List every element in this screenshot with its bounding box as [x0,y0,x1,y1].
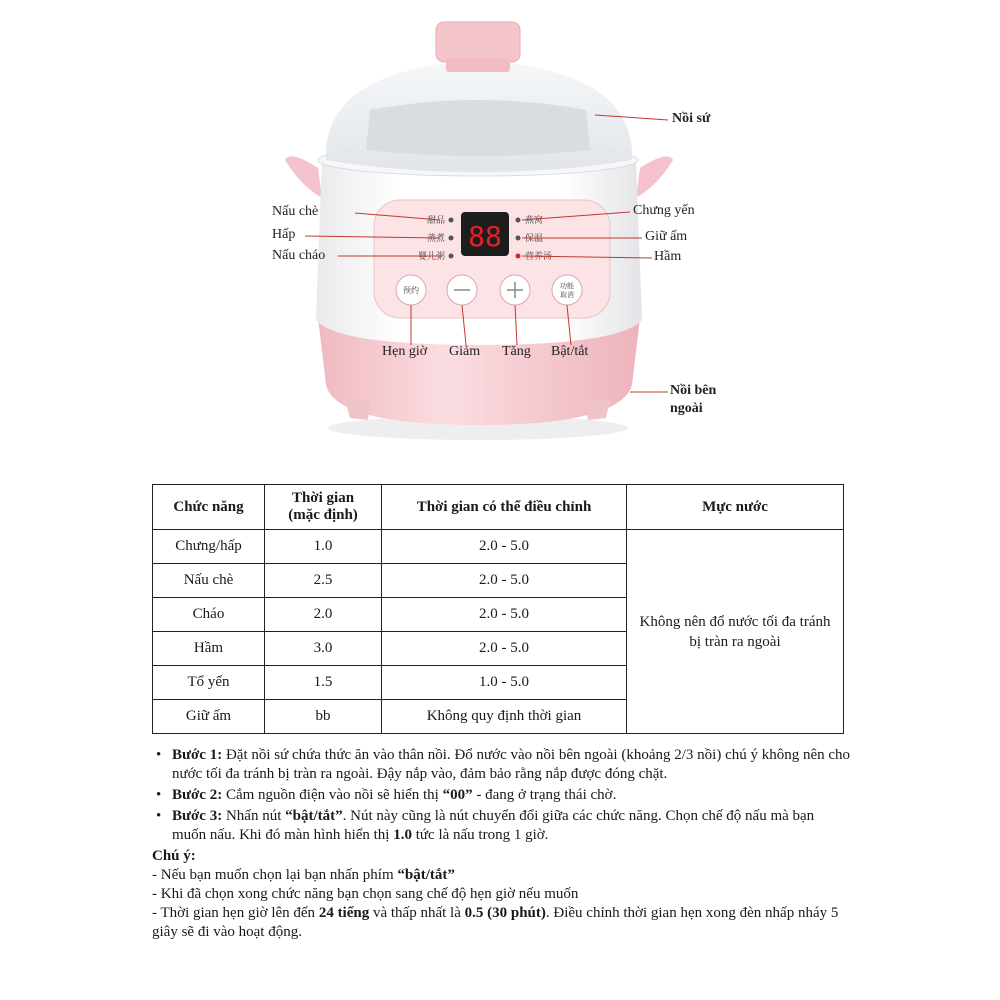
handle-right [636,156,673,198]
cell-adjustable: 2.0 - 5.0 [382,598,627,632]
step-1 [152,746,852,784]
timer-button-label: 预约 [403,286,419,295]
handle-left [285,156,322,198]
instructions [152,746,852,942]
cell-adjustable: 2.0 - 5.0 [382,632,627,666]
label-outer-pot-1: Nồi bên [670,383,717,398]
power-button[interactable] [552,275,582,305]
step-3-label: Bước 3: [172,808,223,824]
mode-right-2: 保温 [525,234,544,244]
step-3-text-c: tức là nấu trong 1 giờ. [411,827,549,843]
step-3-strong: “bật/tắt” [285,808,343,824]
cell-function: Cháo [153,598,265,632]
step-3-text-a: Nhấn nút [222,808,286,824]
note-line-3 [152,904,852,942]
decrease-button[interactable] [447,275,477,305]
step-2-text-b: - đang ở trạng thái chờ. [472,787,617,803]
header-adjustable-time: Thời gian có thể điều chỉnh [382,485,627,530]
header-default-time-line2: (mặc định) [288,507,358,523]
cell-default: bb [265,700,382,734]
label-giu-am: Giữ ấm [645,229,688,244]
label-outer-pot-2: ngoài [670,401,703,416]
steps-list [152,746,852,845]
cell-default: 2.0 [265,598,382,632]
lid-knob [436,22,520,62]
table-row [153,530,844,564]
table-header-row [153,485,844,530]
cell-default: 3.0 [265,632,382,666]
step-3-text-b: . Nút này cũng là nút chuyển đổi giữa các chức năng. Chọn chế độ nấu mà bạn muốn nấu. Khi đó màn hình hiển thị [172,808,815,843]
mode-right-3: 营养汤 [525,252,553,262]
note-title: Chú ý: [152,848,196,864]
cell-function: Giữ ấm [153,700,265,734]
label-nau-che: Nấu chè [272,204,319,219]
function-time-table [152,484,844,734]
header-function: Chức năng [153,485,265,530]
label-bat-tat: Bật/tắt [551,344,589,359]
step-1-text: Đặt nồi sứ chứa thức ăn vào thân nồi. Đổ nước vào nồi bên ngoài (khoảng 2/3 nồi) chú ý không nên cho nước tối đa tránh bị tràn ra ngoài. Đậy nắp vào, đảm bảo rằng nắp được đóng chặt. [172,747,851,782]
cell-default: 1.5 [265,666,382,700]
timer-button[interactable] [396,275,426,305]
header-default-time [265,485,382,530]
cell-adjustable: 2.0 - 5.0 [382,564,627,598]
note-line-3-strong2: 0.5 (30 phút) [464,905,546,921]
note-line-1 [152,866,852,885]
label-giam: Giảm [449,344,481,359]
foot-right [585,400,610,420]
note-line-1-strong: “bật/tắt” [397,867,455,883]
cell-adjustable: 1.0 - 5.0 [382,666,627,700]
step-1-label: Bước 1: [172,747,223,763]
mode-left-1: 甜品 [426,216,445,226]
led-digits: 88 [468,220,502,253]
header-default-time-line1: Thời gian [291,490,355,506]
step-2-text-a: Cắm nguồn điện vào nồi sẽ hiển thị [222,787,443,803]
ceramic-pot [366,100,590,156]
cell-default: 1.0 [265,530,382,564]
cooker-illustration [0,0,1000,470]
cell-adjustable: 2.0 - 5.0 [382,530,627,564]
header-water-level: Mực nước [627,485,844,530]
label-ham: Hầm [654,249,682,264]
cell-function: Tổ yến [153,666,265,700]
label-nau-chao: Nấu cháo [272,248,326,263]
mode-right-1: 燕窝 [525,216,544,226]
step-3-strong2: 1.0 [393,827,412,843]
step-2 [152,786,852,805]
note-line-3-a: - Thời gian hẹn giờ lên đến [152,905,319,921]
cell-adjustable: Không quy định thời gian [382,700,627,734]
note-line-1-text: - Nếu bạn muốn chọn lại bạn nhấn phím [152,867,398,883]
cell-function: Nấu chè [153,564,265,598]
step-2-label: Bước 2: [172,787,223,803]
cell-default: 2.5 [265,564,382,598]
label-ceramic-pot: Nồi sứ [672,111,711,126]
note-line-3-strong1: 24 tiếng [318,905,370,921]
label-hap: Hấp [272,227,296,242]
foot-left [345,400,370,420]
step-2-strong: “00” [442,787,473,803]
note-line-3-c: . Điều chỉnh thời gian hẹn xong đèn nhấp nháy 5 giây sẽ đi vào hoạt động. [152,905,839,940]
note-line-2: - Khi đã chọn xong chức năng bạn chọn sang chế độ hẹn giờ nếu muốn [152,886,579,902]
label-hen-gio: Hẹn giờ [382,344,428,359]
power-button-label-2: 取消 [560,291,574,299]
mode-left-3: 婴儿粥 [417,252,445,262]
label-tang: Tăng [502,344,531,359]
label-chung-yen: Chưng yến [633,203,695,218]
mode-left-2: 蒸煮 [426,234,445,244]
cell-water-note: Không nên đổ nước tối đa tránh bị tràn ra ngoài [627,530,844,734]
note-line-3-b: và thấp nhất là [369,905,465,921]
power-button-label-1: 功能 [560,282,574,290]
cell-function: Hầm [153,632,265,666]
cell-function: Chưng/hấp [153,530,265,564]
increase-button[interactable] [500,275,530,305]
step-3 [152,807,852,845]
